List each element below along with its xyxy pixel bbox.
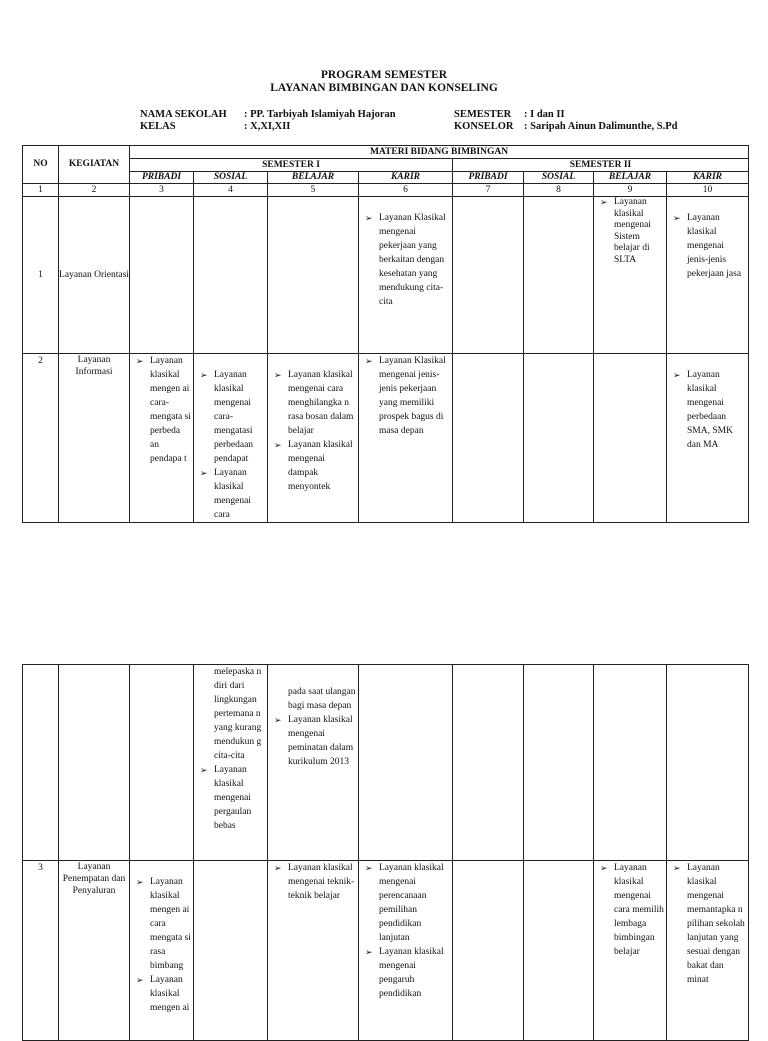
list-item: ➢ Layanan Klasikal mengenai pekerjaan yang berkaitan dengan kesehatan yang mendukung cita-cita bbox=[363, 211, 450, 309]
empty-cell bbox=[524, 197, 594, 354]
list-item: ➢ Layanan klasikal mengenai perbedaan SMA, SMK dan MA bbox=[671, 368, 746, 452]
header-no: NO bbox=[23, 146, 59, 184]
empty-cell bbox=[594, 354, 667, 523]
list-item: ➢ Layanan klasikal mengenai cara-mengatasi perbedaan pendapat bbox=[198, 368, 265, 466]
list-item: ➢ Layanan klasikal mengenai cara memilih lembaga bimbingan belajar bbox=[598, 861, 664, 959]
col-num: 8 bbox=[524, 184, 594, 197]
empty-cell bbox=[59, 665, 130, 861]
list-item: ➢ Layanan klasikal mengenai teknik-teknik belajar bbox=[272, 861, 356, 903]
col-num: 2 bbox=[59, 184, 130, 197]
row-number: 2 bbox=[23, 354, 59, 523]
row-number: 3 bbox=[23, 861, 59, 1041]
empty-cell bbox=[524, 861, 594, 1041]
table-row bbox=[23, 354, 749, 523]
kegiatan-cell: Layanan Informasi bbox=[59, 354, 130, 523]
row-number: 1 bbox=[23, 197, 59, 354]
class-value: : X,XI,XII bbox=[244, 121, 291, 132]
sub-header-karir-2: KARIR bbox=[667, 172, 749, 184]
list-item: ➢ Layanan klasikal mengen ai bbox=[134, 973, 191, 1015]
empty-cell bbox=[667, 665, 749, 861]
list-item: ➢ Layanan klasikal mengen ai cara mengata si rasa bimbang bbox=[134, 875, 191, 973]
col-num: 9 bbox=[594, 184, 667, 197]
list-item-continued: pada saat ulangan bagi masa depan bbox=[288, 687, 356, 711]
list-item: ➢ Layanan klasikal mengen ai cara-mengata si perbeda an pendapa t bbox=[134, 354, 191, 466]
empty-cell bbox=[130, 197, 194, 354]
empty-cell bbox=[453, 354, 524, 523]
list-item: ➢ Layanan klasikal mengenai cara bbox=[198, 466, 265, 522]
class-label: KELAS bbox=[140, 121, 176, 132]
empty-cell bbox=[194, 197, 268, 354]
sosial1-cont-cell bbox=[194, 665, 268, 861]
kegiatan-cell: Layanan Penempatan dan Penyaluran bbox=[59, 861, 130, 1041]
list-item: ➢ Layanan klasikal mengenai peminatan dalam kurikulum 2013 bbox=[272, 713, 356, 769]
header-semester-1: SEMESTER I bbox=[130, 159, 453, 172]
empty-cell bbox=[453, 861, 524, 1041]
karir2-cell bbox=[667, 861, 749, 1041]
list-item: ➢ Layanan klasikal mengenai memantapka n pilihan sekolah lanjutan yang sesuai dengan bakat dan minat bbox=[671, 861, 746, 987]
list-item: ➢ Layanan klasikal mengenai pengaruh pendidikan bbox=[363, 945, 450, 1001]
empty-cell bbox=[268, 197, 359, 354]
belajar2-cell bbox=[594, 197, 667, 354]
empty-cell bbox=[130, 665, 194, 861]
list-item: ➢ Layanan klasikal mengenai cara menghilangka n rasa bosan dalam belajar bbox=[272, 368, 356, 438]
title-program-semester: PROGRAM SEMESTER bbox=[320, 69, 448, 81]
counselor-label: KONSELOR bbox=[454, 121, 514, 132]
list-item-continued: melepaska n diri dari lingkungan pertemana n yang kurang mendukun g cita-cita bbox=[214, 667, 262, 761]
empty-cell bbox=[23, 665, 59, 861]
list-item: ➢ Layanan klasikal mengenai Sistem belajar di SLTA bbox=[598, 197, 664, 266]
sub-header-karir-1: KARIR bbox=[359, 172, 453, 184]
table-row bbox=[23, 665, 749, 861]
list-item: ➢ Layanan klasikal mengenai dampak menyontek bbox=[272, 438, 356, 494]
school-label: NAMA SEKOLAH bbox=[140, 109, 227, 120]
col-num: 5 bbox=[268, 184, 359, 197]
list-item: ➢ Layanan klasikal mengenai pergaulan bebas bbox=[198, 763, 265, 833]
school-value: : PP. Tarbiyah Islamiyah Hajoran bbox=[244, 109, 396, 120]
karir1-cell bbox=[359, 354, 453, 523]
program-table-page2 bbox=[22, 664, 749, 1041]
meta-right bbox=[454, 109, 677, 133]
col-num: 3 bbox=[130, 184, 194, 197]
program-table-page1 bbox=[22, 145, 749, 523]
belajar1-cont-cell bbox=[268, 665, 359, 861]
col-num: 10 bbox=[667, 184, 749, 197]
sub-header-belajar-1: BELAJAR bbox=[268, 172, 359, 184]
empty-cell bbox=[594, 665, 667, 861]
sub-header-pribadi-1: PRIBADI bbox=[130, 172, 194, 184]
belajar2-cell bbox=[594, 861, 667, 1041]
empty-cell bbox=[453, 665, 524, 861]
counselor-value: : Saripah Ainun Dalimunthe, S.Pd bbox=[524, 121, 678, 132]
header-kegiatan: KEGIATAN bbox=[59, 146, 130, 184]
header-materi: MATERI BIDANG BIMBINGAN bbox=[130, 146, 749, 159]
title-layanan-bk: LAYANAN BIMBINGAN DAN KONSELING bbox=[270, 82, 498, 94]
empty-cell bbox=[359, 665, 453, 861]
belajar1-cell bbox=[268, 861, 359, 1041]
header-semester-2: SEMESTER II bbox=[453, 159, 749, 172]
sub-header-sosial-2: SOSIAL bbox=[524, 172, 594, 184]
sub-header-pribadi-2: PRIBADI bbox=[453, 172, 524, 184]
kegiatan-cell: Layanan Orientasi bbox=[59, 197, 130, 354]
meta-left bbox=[140, 109, 396, 133]
karir1-cell bbox=[359, 861, 453, 1041]
empty-cell bbox=[524, 354, 594, 523]
empty-cell bbox=[194, 861, 268, 1041]
pribadi1-cell bbox=[130, 861, 194, 1041]
empty-cell bbox=[453, 197, 524, 354]
sosial1-cell bbox=[194, 354, 268, 523]
table-row bbox=[23, 197, 749, 354]
belajar1-cell bbox=[268, 354, 359, 523]
list-item: ➢ Layanan klasikal mengenai jenis-jenis pekerjaan jasa bbox=[671, 211, 746, 281]
table-row bbox=[23, 861, 749, 1041]
col-num: 4 bbox=[194, 184, 268, 197]
col-num: 6 bbox=[359, 184, 453, 197]
document-title bbox=[0, 69, 768, 95]
list-item: ➢ Layanan klasikal mengenai perencanaan pemilihan pendidikan lanjutan bbox=[363, 861, 450, 945]
empty-cell bbox=[524, 665, 594, 861]
column-number-row bbox=[23, 184, 749, 197]
list-item: ➢ Layanan Klasikal mengenai jenis-jenis pekerjaan yang memiliki prospek bagus di masa depan bbox=[363, 354, 450, 438]
sub-header-belajar-2: BELAJAR bbox=[594, 172, 667, 184]
sub-header-sosial-1: SOSIAL bbox=[194, 172, 268, 184]
col-num: 7 bbox=[453, 184, 524, 197]
karir2-cell bbox=[667, 197, 749, 354]
karir2-cell bbox=[667, 354, 749, 523]
karir1-cell bbox=[359, 197, 453, 354]
col-num: 1 bbox=[23, 184, 59, 197]
pribadi1-cell bbox=[130, 354, 194, 523]
semester-label: SEMESTER bbox=[454, 109, 512, 120]
semester-value: : I dan II bbox=[524, 109, 565, 120]
